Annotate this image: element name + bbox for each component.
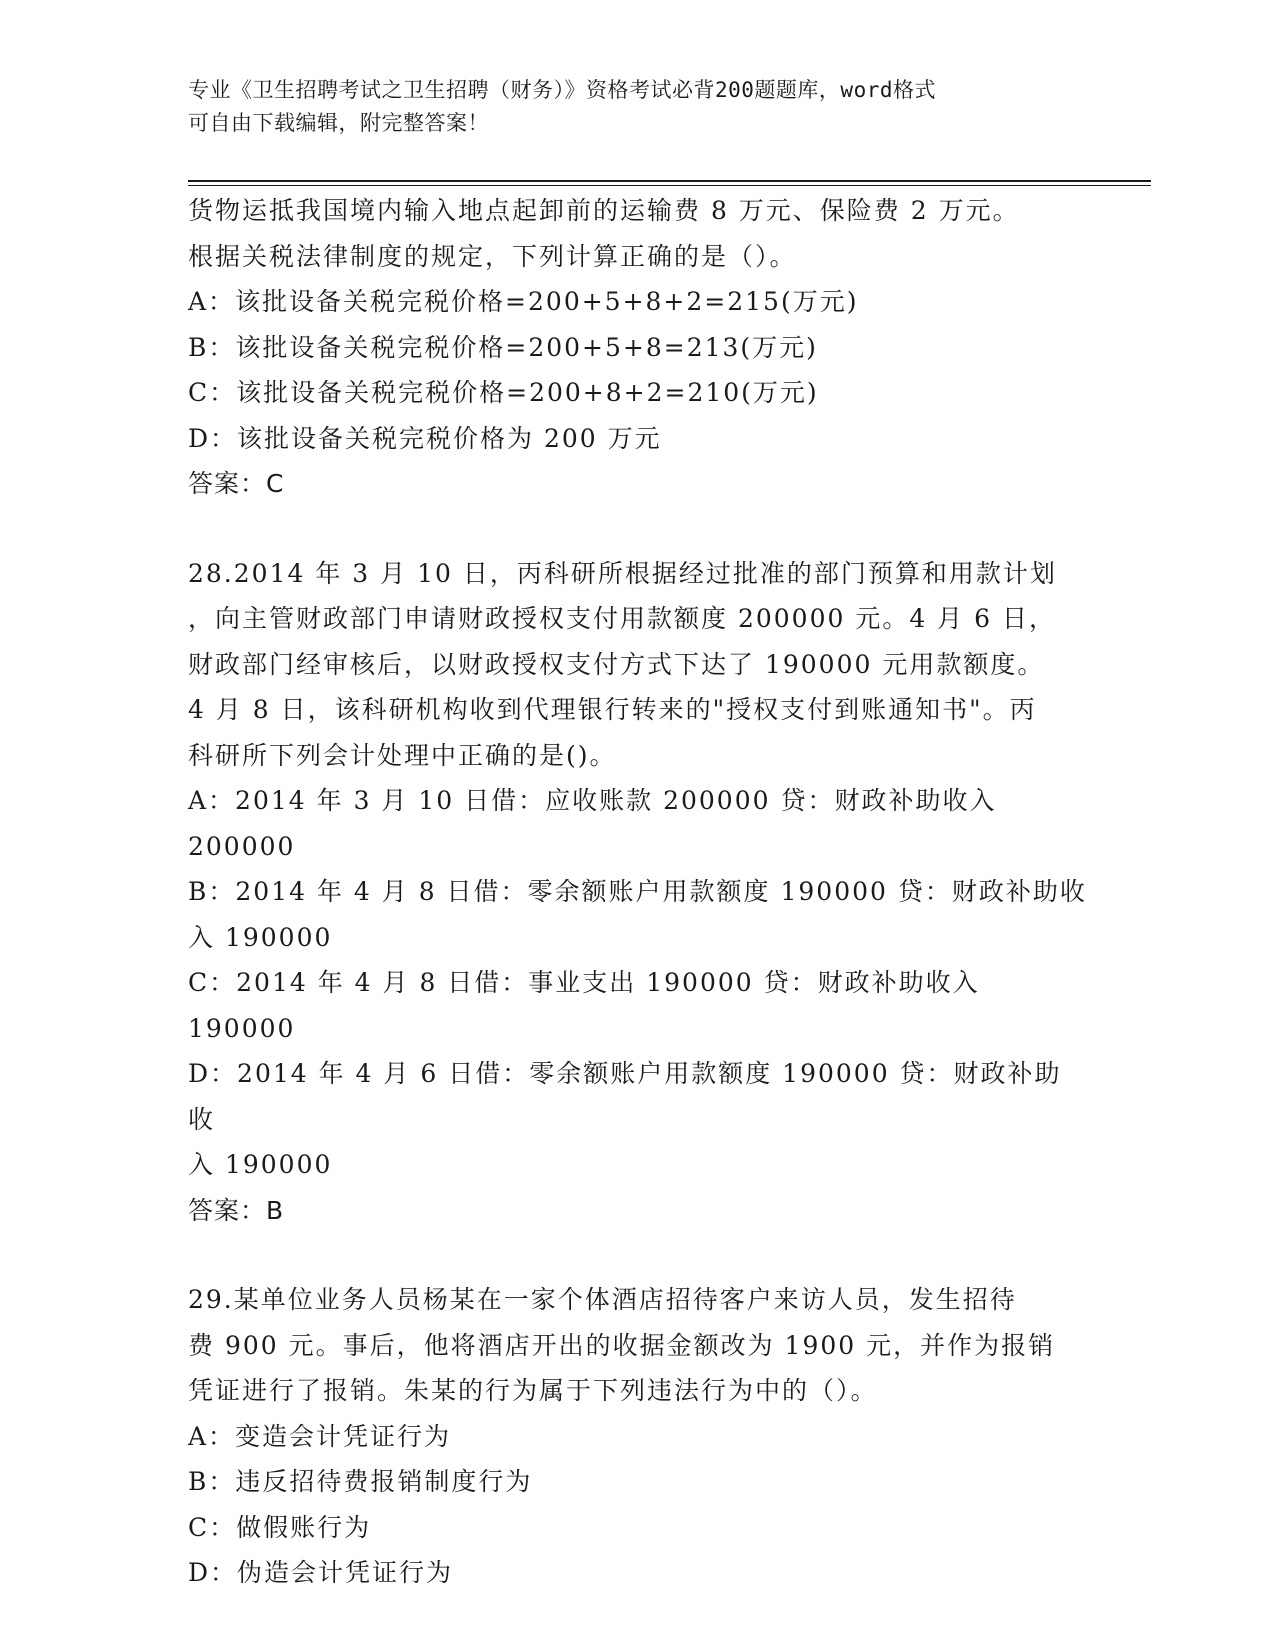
option-d: D：2014 年 4 月 6 日借：零余额账户用款额度 190000 贷：财政补助收 <box>188 1059 1062 1134</box>
option-b-continued: 入 190000 <box>188 922 333 952</box>
option-d: D：伪造会计凭证行为 <box>188 1558 454 1587</box>
question-stem-line: 根据关税法律制度的规定，下列计算正确的是（）。 <box>188 241 797 271</box>
option-b: B：违反招待费报销制度行为 <box>188 1467 533 1496</box>
question-stem-line: 4 月 8 日，该科研机构收到代理银行转来的"授权支付到账通知书"。丙 <box>188 695 1037 724</box>
question-stem-line: 29.某单位业务人员杨某在一家个体酒店招待客户来访人员，发生招待 <box>188 1285 1017 1314</box>
question-stem-line: 财政部门经审核后，以财政授权支付方式下达了 190000 元用款额度。 <box>188 649 1045 679</box>
option-d-continued: 入 190000 <box>188 1150 333 1179</box>
option-a: A：变造会计凭证行为 <box>188 1421 452 1451</box>
question-stem-line: 凭证进行了报销。朱某的行为属于下列违法行为中的（）。 <box>188 1376 878 1405</box>
header-line-1: 专业《卫生招聘考试之卫生招聘（财务）》资格考试必背200题题库，word格式 <box>188 78 936 102</box>
answer-line: 答案：B <box>188 1195 285 1225</box>
question-stem-line: 费 900 元。事后，他将酒店开出的收据金额改为 1900 元，并作为报销 <box>188 1330 1056 1360</box>
option-c: C：做假账行为 <box>188 1512 372 1542</box>
question-stem-line: ，向主管财政部门申请财政授权支付用款额度 200000 元。4 月 6 日， <box>188 604 1056 633</box>
question-29 <box>188 1277 1088 1596</box>
option-a: A：该批设备关税完税价格=200+5+8+2=215(万元) <box>188 287 859 316</box>
option-c: C：2014 年 4 月 8 日借：事业支出 190000 贷：财政补助收入 190000 <box>188 968 980 1043</box>
option-b: B：2014 年 4 月 8 日借：零余额账户用款额度 190000 贷：财政补助收 <box>188 877 1087 906</box>
question-stem-line: 28.2014 年 3 月 10 日，丙科研所根据经过批准的部门预算和用款计划 <box>188 558 1057 588</box>
option-d: D：该批设备关税完税价格为 200 万元 <box>188 423 662 453</box>
option-a: A：2014 年 3 月 10 日借：应收账款 200000 贷：财政补助收入 200000 <box>188 786 997 861</box>
option-b: B：该批设备关税完税价格=200+5+8=213(万元) <box>188 332 818 362</box>
option-c: C：该批设备关税完税价格=200+8+2=210(万元) <box>188 378 819 407</box>
question-stem-line: 科研所下列会计处理中正确的是()。 <box>188 740 617 770</box>
header-rule-thick <box>188 180 1151 182</box>
header-line-2: 可自由下载编辑，附完整答案！ <box>188 111 489 135</box>
question-27 <box>188 188 1088 507</box>
question-spacer <box>188 1233 1088 1277</box>
document-body <box>188 188 1088 1596</box>
header-rule-thin <box>188 185 1151 186</box>
question-stem-line: 货物运抵我国境内输入地点起卸前的运输费 8 万元、保险费 2 万元。 <box>188 196 1020 225</box>
question-spacer <box>188 507 1088 551</box>
answer-line: 答案：C <box>188 469 285 498</box>
document-header <box>188 74 1068 140</box>
question-28 <box>188 551 1088 1234</box>
